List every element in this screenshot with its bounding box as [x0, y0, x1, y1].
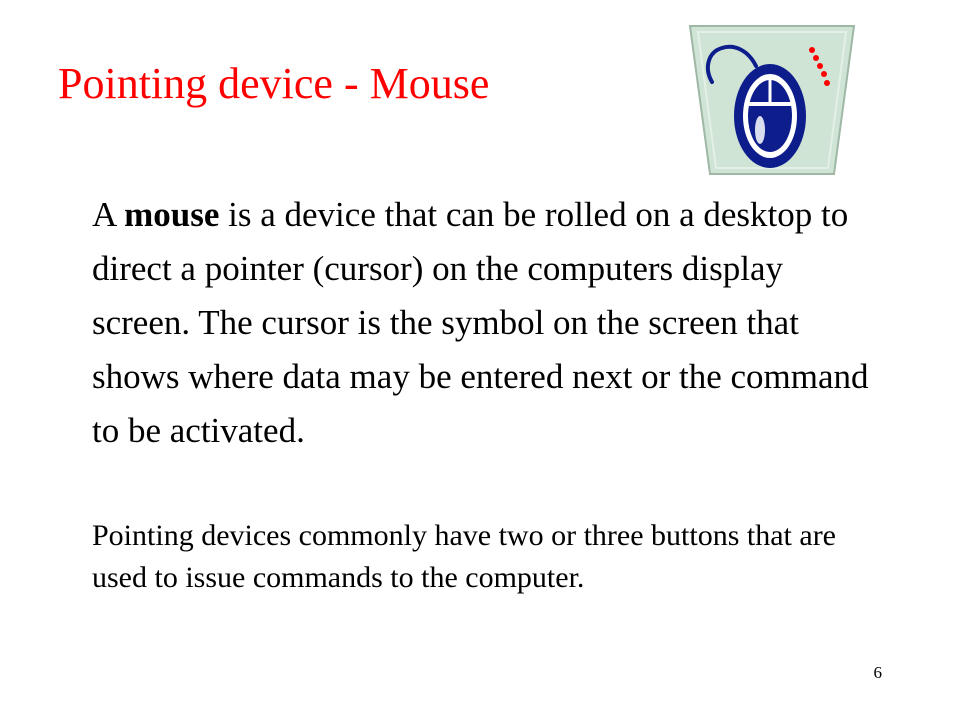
- definition-lead: A: [92, 195, 125, 234]
- definition-paragraph: [92, 188, 872, 458]
- mouse-icon: [684, 22, 860, 178]
- definition-term: mouse: [124, 195, 220, 234]
- slide-title: Pointing device - Mouse: [58, 59, 490, 108]
- definition-text: is a device that can be rolled on a desktop to direct a pointer (cursor) on the computers display screen. The cursor is the symbol on the screen that shows where data may be entered next or the command to be activated.: [92, 195, 869, 450]
- buttons-paragraph: Pointing devices commonly have two or three buttons that are used to issue commands to the computer.: [92, 519, 836, 594]
- page-number: 6: [873, 663, 882, 682]
